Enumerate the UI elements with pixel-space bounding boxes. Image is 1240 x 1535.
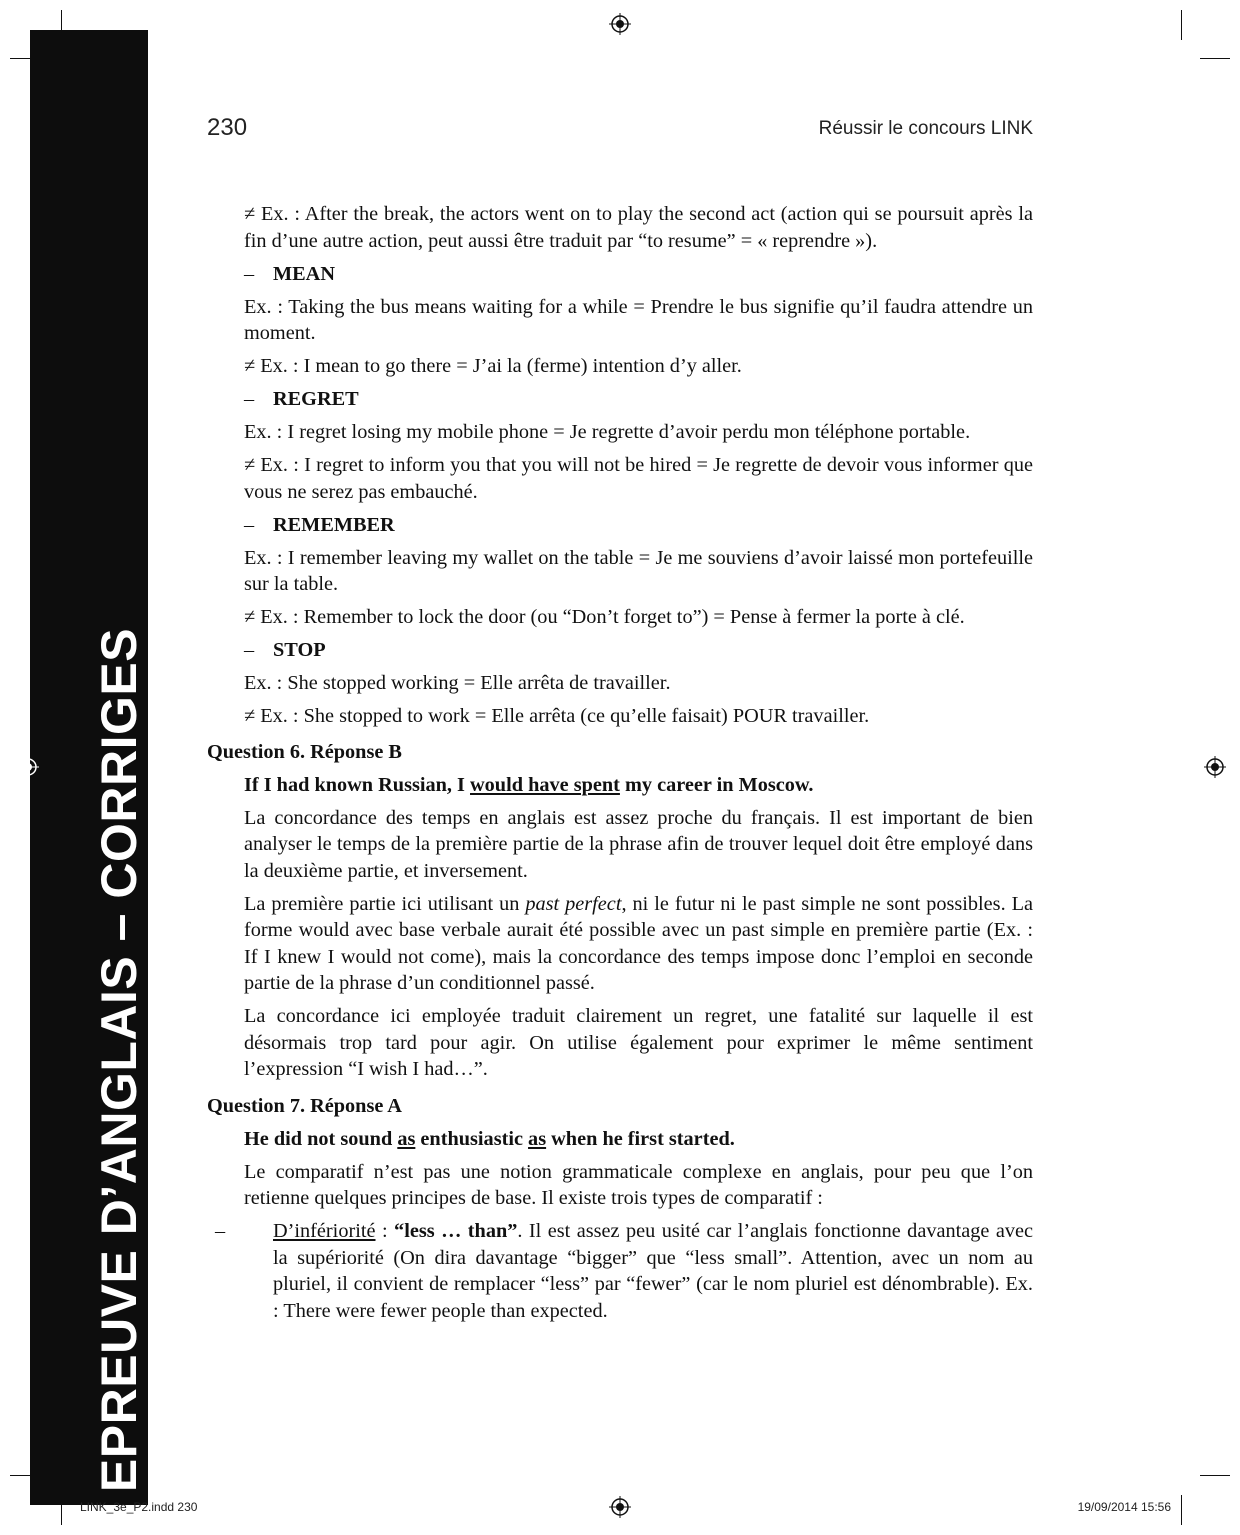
- crop-mark: [1200, 1475, 1230, 1476]
- list-item: – D’infériorité : “less … than”. Il est assez peu usité car l’anglais fonctionne davantage avec la supériorité (On dira davantage “bigger” que “less small”. Attention, avec un nom au pluriel, il convient de remplacer “less” par “fewer” (car le nom pluriel est dénombrable). Ex. : There were fewer people than expected.: [215, 1220, 1033, 1322]
- example: ≠ Ex. : I regret to inform you that you will not be hired = Je regrette de devoir vous informer que vous ne serez pas embauché.: [244, 454, 1033, 503]
- question-7-title: Question 7. Réponse A: [207, 1094, 402, 1117]
- running-title: Réussir le concours LINK: [818, 118, 1033, 139]
- crop-mark: [1181, 10, 1182, 40]
- example: Ex. : I remember leaving my wallet on the table = Je me souviens d’avoir laissé mon portefeuille sur la table.: [244, 546, 1033, 595]
- verb-heading-stop: – STOP: [244, 639, 326, 661]
- example: Ex. : She stopped working = Elle arrêta de travailler.: [244, 672, 671, 694]
- crop-mark: [1181, 1495, 1182, 1525]
- footer-file: LINK_3e_P2.indd 230: [80, 1500, 198, 1514]
- question-6-title: Question 6. Réponse B: [207, 740, 402, 763]
- paragraph: ≠ Ex. : After the break, the actors went on to play the second act (action qui se poursuit après la fin d’une autre action, peut aussi être traduit par “to resume” = « reprendre »).: [244, 203, 1033, 252]
- paragraph: La première partie ici utilisant un past perfect, ni le futur ni le past simple ne sont possibles. La forme would avec base verbale aurait été possible avec un past simple en première partie (Ex. : If I knew I would not come), mais la concordance des temps impose donc l’emploi en seconde partie de la phrase d’un conditionnel passé.: [244, 892, 1033, 994]
- registration-mark-icon: [1204, 756, 1226, 778]
- verb-heading-remember: – REMEMBER: [244, 513, 395, 536]
- paragraph: La concordance ici employée traduit clairement un regret, une fatalité sur laquelle il est désormais trop tard pour agir. On utilise également pour exprimer le même sentiment l’expression “I wish I had…”.: [244, 1005, 1033, 1080]
- registration-mark-icon: [609, 13, 631, 35]
- example: ≠ Ex. : Remember to lock the door (ou “Don’t forget to”) = Pense à fermer la porte à clé.: [244, 606, 965, 628]
- registration-mark-icon: [609, 1496, 631, 1518]
- page-body: [207, 201, 1033, 1331]
- question-6-sentence: If I had known Russian, I would have spent my career in Moscow.: [244, 773, 814, 796]
- crop-mark: [1200, 58, 1230, 59]
- example: Ex. : I regret losing my mobile phone = Je regrette d’avoir perdu mon téléphone portable.: [244, 421, 971, 443]
- paragraph: La concordance des temps en anglais est assez proche du français. Il est important de bien analyser le temps de la première partie de la phrase afin de trouver lequel doit être employé dans la deuxième partie, et inversement.: [244, 806, 1033, 882]
- verb-heading-regret: – REGRET: [244, 388, 359, 410]
- example: ≠ Ex. : I mean to go there = J’ai la (ferme) intention d’y aller.: [244, 355, 742, 377]
- chapter-sidebar: [30, 30, 148, 1505]
- example: ≠ Ex. : She stopped to work = Elle arrêta (ce qu’elle faisait) POUR travailler.: [244, 705, 870, 727]
- question-7-sentence: He did not sound as enthusiastic as when he first started.: [244, 1127, 735, 1150]
- footer-timestamp: 19/09/2014 15:56: [1077, 1500, 1171, 1514]
- example: Ex. : Taking the bus means waiting for a while = Prendre le bus signifie qu’il faudra attendre un moment.: [244, 295, 1033, 344]
- verb-heading-mean: – MEAN: [244, 262, 335, 285]
- page-number: 230: [207, 114, 248, 141]
- registration-mark-icon: [17, 756, 39, 778]
- paragraph: Le comparatif n’est pas une notion grammaticale complexe en anglais, pour peu que l’on retienne quelques principes de base. Il existe trois types de comparatif :: [244, 1160, 1033, 1209]
- chapter-sidebar-text: EPREUVE D’ANGLAIS – CORRIGES: [91, 627, 147, 1493]
